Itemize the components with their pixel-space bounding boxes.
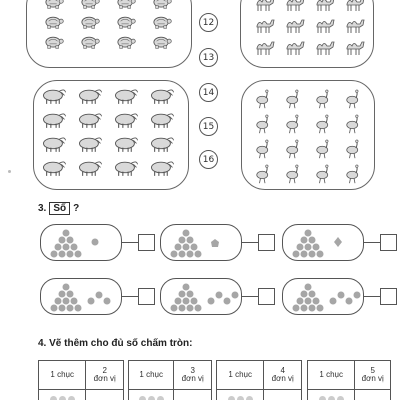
- buffalo-icon: [148, 134, 176, 155]
- dot-icon: [305, 298, 312, 305]
- camel-icon: [254, 38, 278, 58]
- dot-icon: [157, 396, 164, 400]
- dot-icon: [179, 291, 186, 298]
- buffalo-icon: [40, 86, 68, 107]
- turtle-icon: [114, 0, 138, 12]
- dot-icon: [92, 239, 99, 246]
- units-word: đơn vị: [93, 374, 116, 383]
- place-value-table-2: [128, 360, 212, 400]
- buffalo-icon: [148, 134, 176, 155]
- connector-line: [122, 242, 138, 243]
- buffalo-icon: [40, 86, 68, 107]
- turtle-icon: [78, 34, 102, 52]
- camel-icon: [284, 0, 308, 14]
- turtle-icon: [114, 34, 138, 52]
- dot-icon: [328, 396, 335, 400]
- place-value-table-4: [307, 360, 391, 400]
- answer-box[interactable]: [380, 234, 397, 251]
- buffalo-icon: [112, 134, 140, 155]
- turtle-icon: [78, 14, 102, 32]
- ostrich-icon: [314, 163, 336, 185]
- dot-icon: [63, 230, 70, 237]
- number-circle-13[interactable]: [199, 48, 218, 67]
- dot-icon: [297, 298, 304, 305]
- dot-icon: [301, 251, 308, 258]
- section-3-suffix: ?: [73, 203, 80, 214]
- dot-icon: [139, 396, 146, 400]
- units-dot-cell[interactable]: [86, 390, 124, 400]
- units-word: đơn vị: [271, 374, 294, 383]
- dot-icon: [187, 305, 194, 312]
- dot-icon: [228, 396, 235, 400]
- camel-icon: [254, 16, 278, 36]
- tens-dot-cell[interactable]: [39, 390, 86, 400]
- dot-group-2: [160, 224, 242, 261]
- dot-icon: [63, 244, 70, 251]
- number-circle-12[interactable]: [199, 13, 218, 32]
- camel-icon: [344, 0, 368, 14]
- section-4-heading: 4. Vẽ thêm cho đủ số chấm tròn:: [38, 338, 193, 349]
- turtle-icon: [42, 34, 66, 52]
- ostrich-icon: [314, 163, 336, 185]
- dot-icon: [309, 305, 316, 312]
- dot-icon: [187, 251, 194, 258]
- ostrich-icon: [284, 138, 306, 160]
- dot-icon: [237, 396, 244, 400]
- dot-icon: [211, 239, 219, 247]
- dot-icon: [88, 298, 95, 305]
- buffalo-icon: [76, 86, 104, 107]
- turtle-icon: [114, 14, 138, 32]
- dot-icon: [293, 305, 300, 312]
- dot-icon: [63, 284, 70, 291]
- buffalo-icon: [112, 158, 140, 179]
- buffalo-icon: [112, 110, 140, 131]
- camel-icon: [284, 16, 308, 36]
- buffalo-icon: [148, 110, 176, 131]
- dot-icon: [334, 237, 342, 247]
- buffalo-icon: [76, 134, 104, 155]
- camel-icon: [344, 0, 368, 14]
- camel-icon: [314, 38, 338, 58]
- connector-line: [122, 296, 138, 297]
- turtle-icon: [42, 0, 66, 12]
- number-label: 13: [202, 52, 215, 63]
- dot-icon: [195, 305, 202, 312]
- turtle-icon: [150, 34, 174, 52]
- dot-icon: [148, 396, 155, 400]
- ostrich-icon: [314, 88, 336, 110]
- turtle-icon: [114, 14, 138, 32]
- units-number: 5: [370, 365, 375, 375]
- ostrich-icon: [344, 88, 366, 110]
- dot-icon: [313, 298, 320, 305]
- ostrich-icon: [284, 113, 306, 135]
- dot-icon: [71, 298, 78, 305]
- camel-icon: [344, 16, 368, 36]
- connector-line: [242, 242, 258, 243]
- dot-icon: [301, 237, 308, 244]
- dot-icon: [171, 251, 178, 258]
- buffalo-icon: [40, 110, 68, 131]
- buffalo-icon: [40, 134, 68, 155]
- ostrich-icon: [254, 88, 276, 110]
- dot-icon: [179, 251, 186, 258]
- buffalo-icon: [148, 158, 176, 179]
- dot-icon: [51, 305, 58, 312]
- ostrich-icon: [344, 113, 366, 135]
- turtle-icon: [150, 14, 174, 32]
- camel-icon: [284, 16, 308, 36]
- turtle-icon: [150, 0, 174, 12]
- turtle-icon: [78, 0, 102, 12]
- ostrich-icon: [254, 138, 276, 160]
- camel-icon: [344, 38, 368, 58]
- camel-icon: [314, 16, 338, 36]
- ostrich-icon: [284, 163, 306, 185]
- buffalo-icon: [148, 86, 176, 107]
- buffalo-icon: [148, 158, 176, 179]
- buffalo-icon: [40, 158, 68, 179]
- units-dot-cell[interactable]: [174, 390, 212, 400]
- dot-group-6: [282, 278, 364, 315]
- dot-icon: [309, 251, 316, 258]
- dot-icon: [337, 396, 344, 400]
- turtle-icon: [78, 14, 102, 32]
- camel-icon: [284, 38, 308, 58]
- dot-icon: [171, 305, 178, 312]
- units-cell: [86, 361, 124, 390]
- camel-icon: [314, 38, 338, 58]
- turtle-icon: [114, 34, 138, 52]
- dot-icon: [191, 298, 198, 305]
- number-circle-15[interactable]: [199, 117, 218, 136]
- dot-icon: [195, 251, 202, 258]
- ostrich-icon: [284, 163, 306, 185]
- dot-icon: [293, 251, 300, 258]
- dot-icon: [354, 292, 361, 299]
- dot-icon: [179, 237, 186, 244]
- ostrich-icon: [254, 113, 276, 135]
- dot-icon: [246, 396, 253, 400]
- dot-icon: [183, 230, 190, 237]
- turtle-icon: [42, 0, 66, 12]
- dot-icon: [104, 298, 111, 305]
- turtle-icon: [42, 14, 66, 32]
- number-label: 16: [202, 154, 215, 165]
- dot-icon: [55, 244, 62, 251]
- camel-icon: [284, 38, 308, 58]
- camel-icon: [344, 38, 368, 58]
- buffalo-icon: [148, 110, 176, 131]
- ostrich-icon: [344, 113, 366, 135]
- dot-icon: [67, 237, 74, 244]
- buffalo-icon: [112, 158, 140, 179]
- dot-icon: [59, 396, 66, 400]
- ostrich-icon: [344, 163, 366, 185]
- ostrich-icon: [314, 138, 336, 160]
- dot-icon: [187, 291, 194, 298]
- units-dot-cell[interactable]: [355, 390, 391, 400]
- dot-group-5: [160, 278, 242, 315]
- dot-icon: [187, 237, 194, 244]
- buffalo-icon: [40, 134, 68, 155]
- dot-icon: [313, 244, 320, 251]
- units-dot-cell[interactable]: [264, 390, 302, 400]
- buffalo-icon: [76, 110, 104, 131]
- dot-icon: [75, 305, 82, 312]
- answer-box[interactable]: [258, 234, 275, 251]
- ostrich-icon: [254, 88, 276, 110]
- camel-icon: [344, 16, 368, 36]
- ostrich-icon: [284, 138, 306, 160]
- buffalo-icon: [112, 110, 140, 131]
- dot-icon: [68, 396, 75, 400]
- turtle-icon: [114, 0, 138, 12]
- dot-icon: [319, 396, 326, 400]
- place-value-table-3: [216, 360, 302, 400]
- connector-line: [364, 296, 380, 297]
- ostrich-icon: [314, 138, 336, 160]
- dot-icon: [301, 305, 308, 312]
- number-circle-16[interactable]: [199, 150, 218, 169]
- dot-icon: [55, 298, 62, 305]
- dot-icon: [346, 298, 353, 305]
- camel-icon: [254, 16, 278, 36]
- units-word: đơn vị: [181, 374, 204, 383]
- dot-icon: [305, 230, 312, 237]
- number-circle-14[interactable]: [199, 83, 218, 102]
- tens-cell: 1 chục: [129, 361, 174, 390]
- turtle-icon: [150, 34, 174, 52]
- buffalo-icon: [76, 86, 104, 107]
- dot-icon: [50, 396, 57, 400]
- dot-icon: [305, 244, 312, 251]
- dot-icon: [183, 284, 190, 291]
- dot-icon: [59, 237, 66, 244]
- ostrich-icon: [254, 163, 276, 185]
- dot-icon: [71, 244, 78, 251]
- units-word: đơn vị: [361, 374, 384, 383]
- section-3-number: 3.: [38, 203, 47, 214]
- buffalo-icon: [148, 86, 176, 107]
- ostrich-icon: [314, 88, 336, 110]
- connector-line: [242, 296, 258, 297]
- dot-icon: [309, 291, 316, 298]
- number-label: 14: [202, 87, 215, 98]
- ostrich-icon: [284, 88, 306, 110]
- buffalo-icon: [112, 86, 140, 107]
- ostrich-icon: [254, 163, 276, 185]
- dot-icon: [67, 251, 74, 258]
- dot-icon: [63, 298, 70, 305]
- tens-dot-cell[interactable]: [129, 390, 174, 400]
- dot-icon: [208, 298, 215, 305]
- ostrich-icon: [314, 113, 336, 135]
- number-label: 12: [202, 17, 215, 28]
- ostrich-icon: [284, 113, 306, 135]
- units-number: 2: [102, 365, 107, 375]
- dot-icon: [67, 305, 74, 312]
- camel-icon: [254, 0, 278, 14]
- ostrich-icon: [344, 138, 366, 160]
- turtle-icon: [150, 14, 174, 32]
- turtle-icon: [78, 34, 102, 52]
- answer-box[interactable]: [138, 234, 155, 251]
- stray-dot: [8, 170, 11, 173]
- ostrich-icon: [344, 163, 366, 185]
- dot-icon: [297, 244, 304, 251]
- units-number: 4: [280, 365, 285, 375]
- buffalo-icon: [76, 158, 104, 179]
- tens-cell: 1 chục: [308, 361, 355, 390]
- dot-group-4: [40, 278, 122, 315]
- answer-box[interactable]: [138, 288, 155, 305]
- dot-icon: [317, 251, 324, 258]
- answer-box[interactable]: [258, 288, 275, 305]
- turtle-icon: [42, 34, 66, 52]
- units-number: 3: [190, 365, 195, 375]
- tens-dot-cell[interactable]: [217, 390, 264, 400]
- dot-icon: [96, 292, 103, 299]
- tens-cell: 1 chục: [39, 361, 86, 390]
- turtle-icon: [42, 14, 66, 32]
- dot-icon: [175, 298, 182, 305]
- turtle-icon: [150, 0, 174, 12]
- dot-icon: [59, 291, 66, 298]
- number-label: 15: [202, 121, 215, 132]
- dot-group-1: [40, 224, 122, 261]
- dot-icon: [51, 251, 58, 258]
- buffalo-icon: [76, 110, 104, 131]
- buffalo-icon: [112, 134, 140, 155]
- dot-icon: [179, 305, 186, 312]
- dot-icon: [330, 298, 337, 305]
- dot-icon: [183, 244, 190, 251]
- dot-icon: [224, 298, 231, 305]
- units-cell: [355, 361, 391, 390]
- dot-icon: [191, 244, 198, 251]
- dot-icon: [216, 292, 223, 299]
- place-value-table-1: [38, 360, 124, 400]
- dot-icon: [75, 251, 82, 258]
- dot-icon: [305, 284, 312, 291]
- ostrich-icon: [254, 138, 276, 160]
- camel-icon: [254, 0, 278, 14]
- ostrich-icon: [254, 113, 276, 135]
- dot-group-3: [282, 224, 364, 261]
- dot-icon: [301, 291, 308, 298]
- dot-icon: [309, 237, 316, 244]
- ostrich-icon: [314, 113, 336, 135]
- camel-icon: [254, 38, 278, 58]
- tens-dot-cell[interactable]: [308, 390, 355, 400]
- dot-icon: [67, 291, 74, 298]
- ostrich-icon: [344, 138, 366, 160]
- buffalo-icon: [40, 158, 68, 179]
- turtle-icon: [78, 0, 102, 12]
- ostrich-icon: [284, 88, 306, 110]
- buffalo-icon: [112, 86, 140, 107]
- units-cell: [264, 361, 302, 390]
- answer-box[interactable]: [380, 288, 397, 305]
- tens-cell: 1 chục: [217, 361, 264, 390]
- camel-icon: [284, 0, 308, 14]
- camel-icon: [314, 16, 338, 36]
- section-3-word: Số: [49, 202, 70, 215]
- buffalo-icon: [40, 110, 68, 131]
- section-3-heading: [38, 202, 79, 215]
- dot-icon: [338, 292, 345, 299]
- camel-icon: [314, 0, 338, 14]
- dot-icon: [232, 292, 239, 299]
- ostrich-icon: [344, 88, 366, 110]
- camel-icon: [314, 0, 338, 14]
- dot-icon: [183, 298, 190, 305]
- dot-icon: [59, 305, 66, 312]
- dot-icon: [317, 305, 324, 312]
- buffalo-icon: [76, 158, 104, 179]
- units-cell: [174, 361, 212, 390]
- dot-icon: [59, 251, 66, 258]
- buffalo-icon: [76, 134, 104, 155]
- connector-line: [364, 242, 380, 243]
- dot-icon: [175, 244, 182, 251]
